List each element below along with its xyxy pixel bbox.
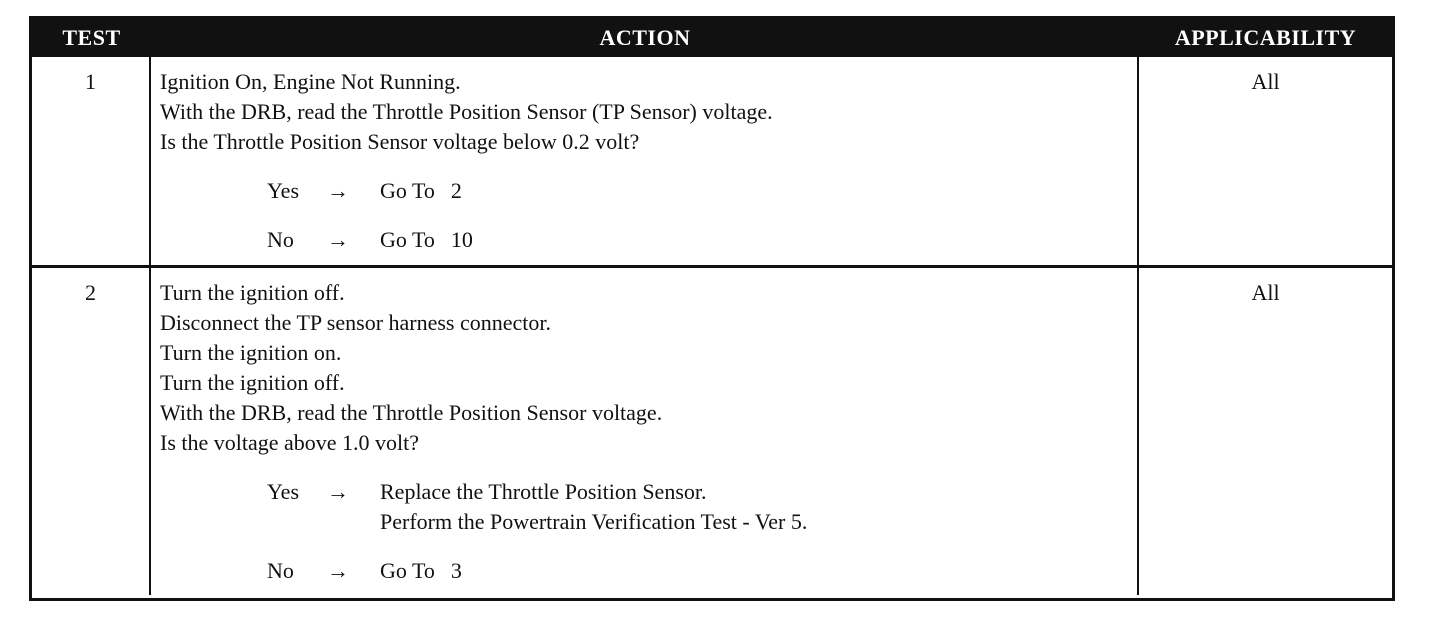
arrow-right-icon: →: [327, 178, 349, 203]
goto-text: [380, 176, 462, 206]
action-line: Turn the ignition off.: [160, 280, 345, 305]
arrow-right-icon: →: [327, 558, 349, 583]
goto-label: Go To: [380, 558, 435, 583]
action-line: Turn the ignition on.: [160, 340, 342, 365]
goto-label: Go To: [380, 227, 435, 252]
header-applicability: APPLICABILITY: [1174, 25, 1357, 50]
goto-text: [380, 556, 462, 586]
applicability-value: All: [1251, 280, 1280, 305]
arrow-right-icon: →: [327, 227, 349, 252]
action-line: With the DRB, read the Throttle Position Sensor voltage.: [160, 400, 663, 425]
option-label: No: [267, 227, 294, 252]
option-result: [380, 477, 807, 537]
goto-label: Go To: [380, 178, 435, 203]
action-line: Is the voltage above 1.0 volt?: [160, 430, 420, 455]
table-header-row: [32, 19, 1392, 57]
test-number: 2: [32, 268, 151, 595]
table-row: [32, 57, 1392, 265]
action-cell: [151, 57, 1139, 265]
goto-text: [380, 225, 473, 255]
option-yes: [267, 176, 1137, 206]
option-yes: [267, 477, 1137, 537]
option-label: No: [267, 558, 294, 583]
option-label: Yes: [267, 178, 300, 203]
applicability-value: All: [1251, 69, 1280, 94]
option-no: [267, 225, 1137, 255]
option-no: [267, 556, 1137, 586]
option-label: Yes: [267, 479, 300, 504]
action-line: Ignition On, Engine Not Running.: [160, 69, 461, 94]
table-row: [32, 265, 1392, 595]
result-line: Replace the Throttle Position Sensor.: [380, 479, 707, 504]
result-line: Perform the Powertrain Verification Test - Ver 5.: [380, 509, 808, 534]
test-number: 1: [32, 57, 151, 265]
arrow-right-icon: →: [327, 479, 349, 504]
decision-options: [160, 477, 1137, 586]
goto-target: 10: [450, 227, 473, 252]
action-line: With the DRB, read the Throttle Position Sensor (TP Sensor) voltage.: [160, 99, 773, 124]
diagnostic-test-table: [29, 16, 1395, 601]
goto-target: 2: [450, 178, 462, 203]
action-line: Is the Throttle Position Sensor voltage below 0.2 volt?: [160, 129, 640, 154]
header-test: TEST: [62, 25, 121, 50]
decision-options: [160, 176, 1137, 255]
action-cell: [151, 268, 1139, 595]
goto-target: 3: [450, 558, 462, 583]
action-line: Turn the ignition off.: [160, 370, 345, 395]
action-line: Disconnect the TP sensor harness connector.: [160, 310, 552, 335]
header-action: ACTION: [599, 25, 691, 50]
